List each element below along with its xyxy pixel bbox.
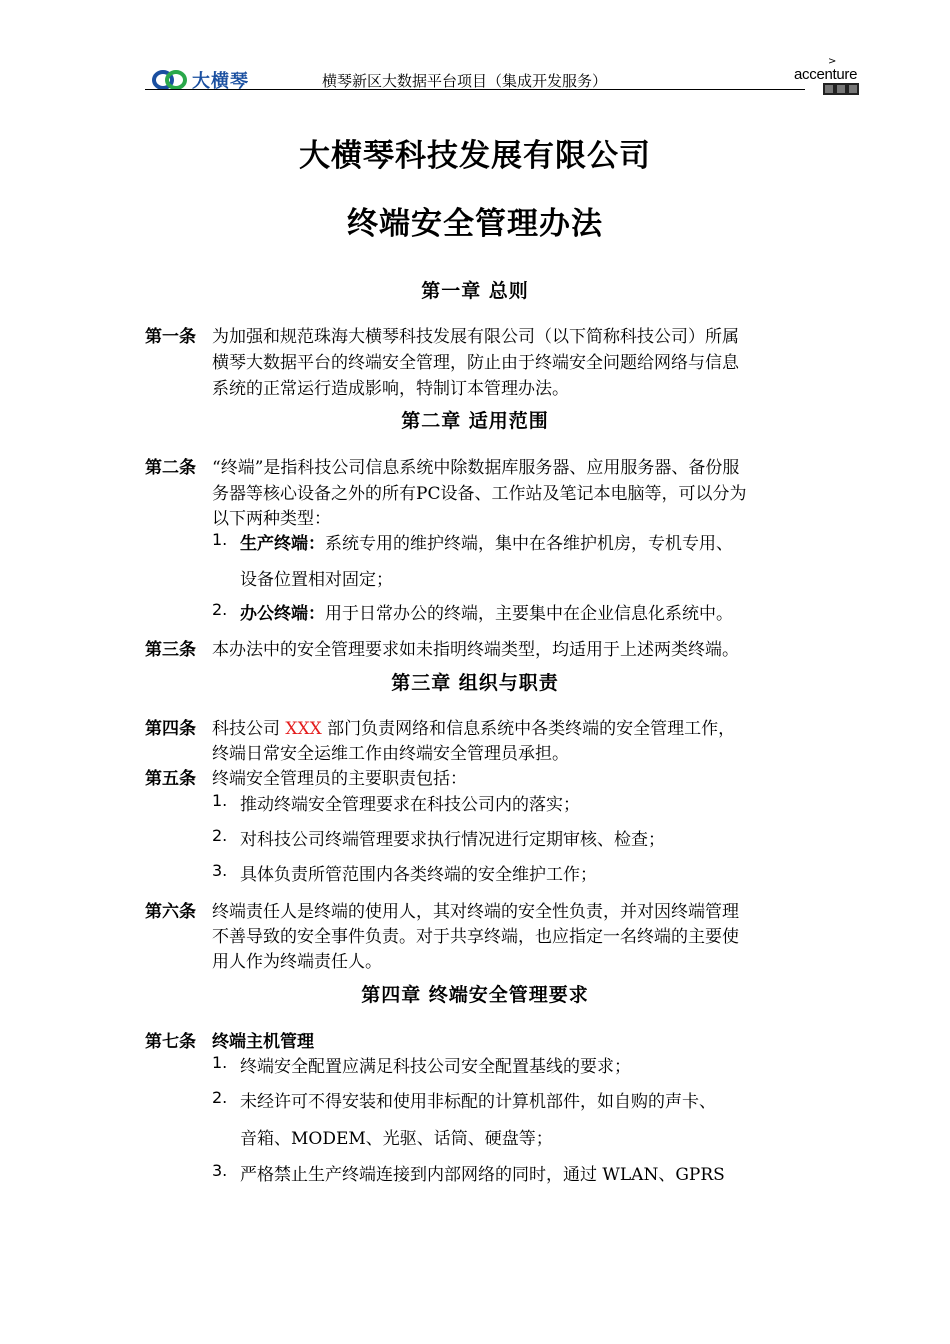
dahengqin-logo-icon [152, 69, 188, 91]
list-number: 3. [212, 861, 228, 880]
chapter-3-heading: 第三章 组织与职责 [391, 672, 559, 694]
accenture-logo [794, 56, 864, 100]
article-4-label: 第四条 [145, 719, 196, 739]
doc-title-policy: 终端安全管理办法 [347, 206, 603, 242]
article-2-line-3: 以下两种类型： [212, 509, 331, 529]
chapter-4-heading: 第四章 终端安全管理要求 [361, 984, 589, 1006]
item-text: 系统专用的维护终端，集中在各维护机房，专机专用、 [325, 534, 733, 554]
project-title: 横琴新区大数据平台项目（集成开发服务） [322, 72, 608, 90]
article-6-label: 第六条 [145, 902, 196, 922]
article-2-line-2: 务器等核心设备之外的所有PC设备、工作站及笔记本电脑等，可以分为 [212, 484, 747, 504]
list-number: 1. [212, 530, 228, 549]
list-item-continuation: 设备位置相对固定； [240, 570, 393, 590]
term-separator: ： [308, 604, 325, 624]
article-6-line-1: 终端责任人是终端的使用人，其对终端的安全性负责，并对因终端管理 [212, 902, 739, 922]
term-office: 办公终端 [240, 604, 308, 624]
partner-seal-icon [823, 83, 859, 95]
article-1-line-2: 横琴大数据平台的终端安全管理，防止由于终端安全问题给网络与信息 [212, 353, 739, 373]
chapter-2-heading: 第二章 适用范围 [401, 410, 549, 432]
article-1-line-1: 为加强和规范珠海大横琴科技发展有限公司（以下简称科技公司）所属 [212, 327, 739, 347]
list-item-continuation: 音箱、MODEM、光驱、话筒、硬盘等； [240, 1129, 553, 1149]
article-3-label: 第三条 [145, 640, 196, 660]
item-text: 用于日常办公的终端，主要集中在企业信息化系统中。 [325, 604, 733, 624]
list-number: 3. [212, 1161, 228, 1180]
chapter-1-heading: 第一章 总则 [421, 280, 529, 302]
article-1-label: 第一条 [145, 327, 196, 347]
list-item: 对科技公司终端管理要求执行情况进行定期审核、检查； [240, 830, 665, 850]
article-6-line-3: 用人作为终端责任人。 [212, 952, 382, 972]
list-item: 终端安全配置应满足科技公司安全配置基线的要求； [240, 1057, 631, 1077]
list-number: 2. [212, 826, 228, 845]
list-number: 2. [212, 1088, 228, 1107]
article-4-post: 部门负责网络和信息系统中各类终端的安全管理工作， [321, 719, 736, 739]
list-item: 具体负责所管范围内各类终端的安全维护工作； [240, 865, 597, 885]
list-number: 2. [212, 600, 228, 619]
term-separator: ： [308, 534, 325, 554]
article-2-line-1: “终端”是指科技公司信息系统中除数据库服务器、应用服务器、备份服 [212, 458, 740, 478]
article-4-line-1 [212, 714, 735, 739]
article-4-pre: 科技公司 [212, 719, 286, 739]
article-7-label: 第七条 [145, 1032, 196, 1052]
list-number: 1. [212, 791, 228, 810]
accenture-wordmark: accenture [794, 66, 858, 83]
list-item-production-terminal [240, 529, 733, 554]
logo-text: 大横琴 [192, 71, 249, 92]
list-item-office-terminal [240, 599, 733, 624]
list-item: 推动终端安全管理要求在科技公司内的落实； [240, 795, 580, 815]
article-3-text: 本办法中的安全管理要求如未指明终端类型，均适用于上述两类终端。 [212, 640, 739, 660]
department-placeholder: XXX [285, 719, 322, 739]
article-1-line-3: 系统的正常运行造成影响，特制订本管理办法。 [212, 379, 569, 399]
term-production: 生产终端 [240, 534, 308, 554]
doc-title-company: 大横琴科技发展有限公司 [299, 138, 651, 174]
list-number: 1. [212, 1053, 228, 1072]
article-7-title: 终端主机管理 [212, 1032, 314, 1052]
header-rule [145, 89, 805, 90]
article-5-label: 第五条 [145, 769, 196, 789]
article-5-text: 终端安全管理员的主要职责包括： [212, 769, 467, 789]
list-item: 严格禁止生产终端连接到内部网络的同时，通过 WLAN、GPRS [240, 1165, 725, 1185]
list-item: 未经许可不得安装和使用非标配的计算机部件，如自购的声卡、 [240, 1092, 716, 1112]
article-2-label: 第二条 [145, 458, 196, 478]
article-4-line-2: 终端日常安全运维工作由终端安全管理员承担。 [212, 744, 569, 764]
accenture-arrow-icon: > [828, 56, 837, 67]
article-6-line-2: 不善导致的安全事件负责。对于共享终端，也应指定一名终端的主要使 [212, 927, 739, 947]
